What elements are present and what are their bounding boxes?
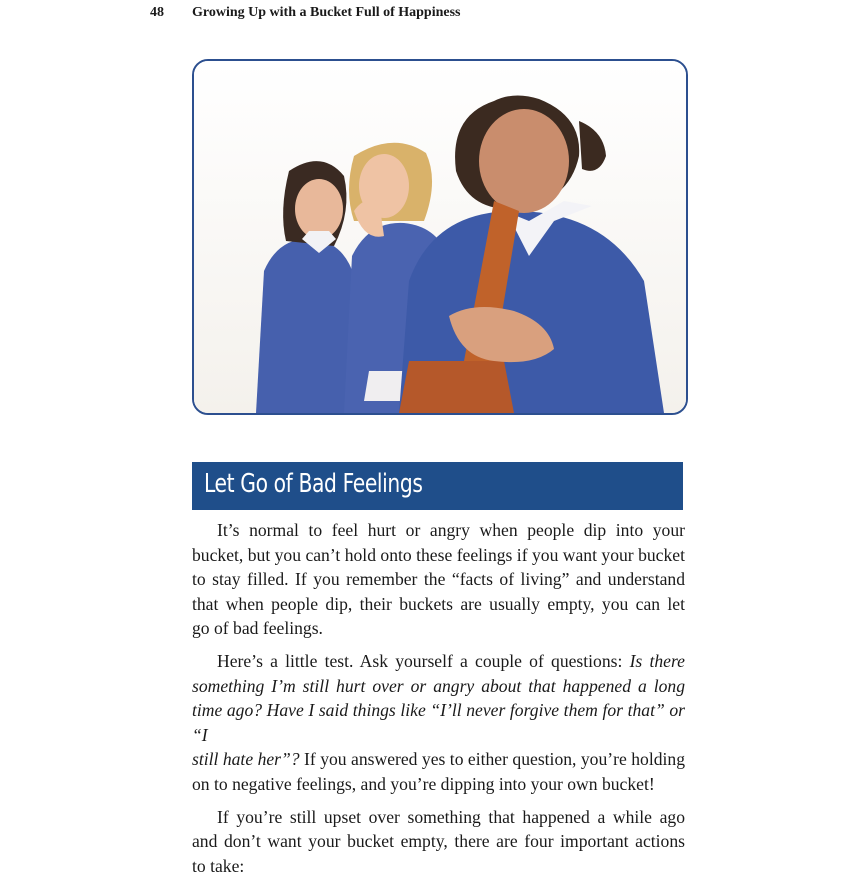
text-line: bucket, but you can’t hold onto these feelings if you want your bucket xyxy=(192,544,685,565)
illustration xyxy=(192,59,688,415)
text-run: If you answered yes to either question, you’re holding xyxy=(299,749,685,770)
text-line xyxy=(192,698,685,747)
text-run: Here’s a little test. Ask yourself a couple of questions: xyxy=(217,650,630,671)
italic-run: still hate her”? xyxy=(192,749,300,770)
text-line: and don’t want your bucket empty, there are four important actions xyxy=(192,831,685,852)
section-banner xyxy=(192,462,683,510)
body-text xyxy=(192,518,685,886)
book-title: Growing Up with a Bucket Full of Happiness xyxy=(192,5,461,20)
text-line: that when people dip, their buckets are usually empty, you can let xyxy=(192,593,685,614)
text-line xyxy=(192,747,685,772)
italic-run: time ago? Have I said things like “I’ll never forgive them for that” or “I xyxy=(192,700,685,745)
text-line: go of bad feelings. xyxy=(192,618,323,639)
paragraph-1 xyxy=(192,518,685,641)
italic-run: Is there xyxy=(629,650,685,671)
section-title: Let Go of Bad Feelings xyxy=(204,469,423,499)
running-head xyxy=(150,5,461,21)
page-number: 48 xyxy=(150,5,164,20)
paragraph-2 xyxy=(192,649,685,797)
text-line: on to negative feelings, and you’re dipping into your own bucket! xyxy=(192,773,655,794)
text-line xyxy=(192,649,685,674)
text-line: to stay filled. If you remember the “facts of living” and understand xyxy=(192,569,685,590)
three-schoolgirls-illustration xyxy=(194,61,686,413)
text-line: It’s normal to feel hurt or angry when people dip into your xyxy=(217,520,685,540)
paragraph-3 xyxy=(192,805,685,879)
text-line: to take: xyxy=(192,855,245,876)
italic-run: something I’m still hurt over or angry about that happened a long xyxy=(192,675,685,696)
text-line: If you’re still upset over something that happened a while ago xyxy=(217,806,685,827)
text-line xyxy=(192,674,685,699)
